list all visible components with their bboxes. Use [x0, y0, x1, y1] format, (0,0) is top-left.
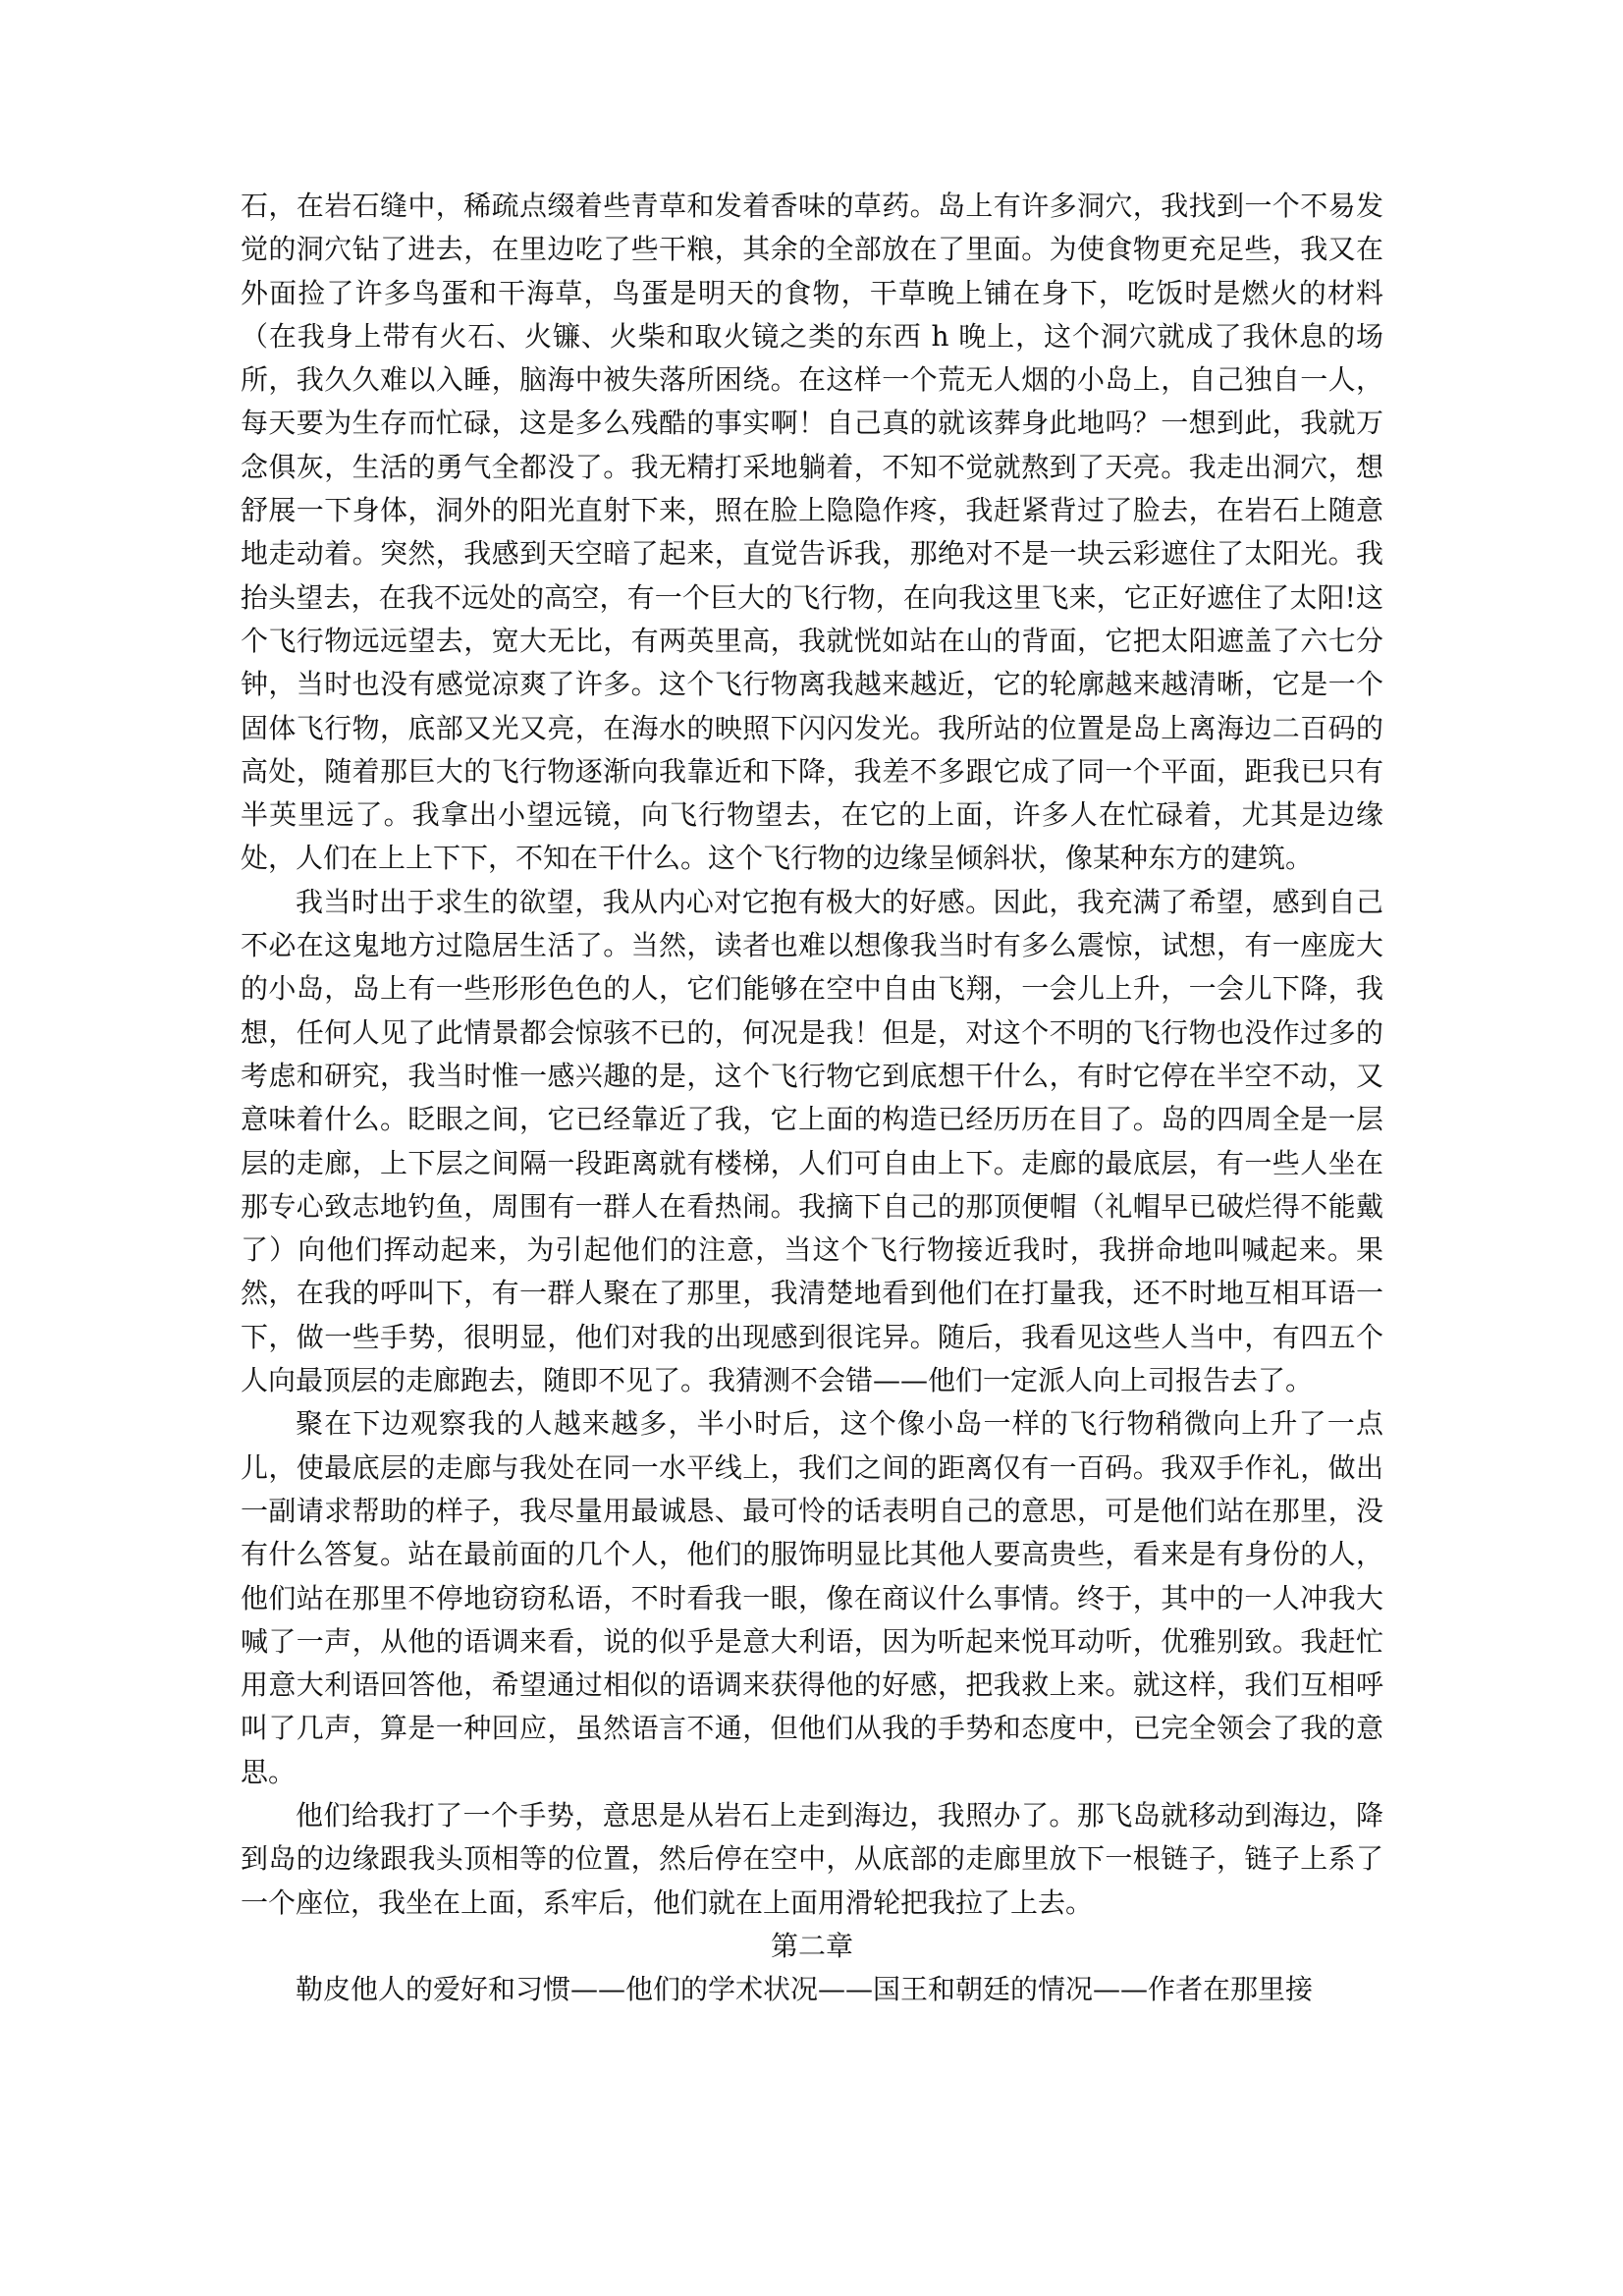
paragraph: 我当时出于求生的欲望，我从内心对它抱有极大的好感。因此，我充满了希望，感到自己不必在这鬼地方过隐居生活了。当然，读者也难以想像我当时有多么震惊，试想，有一座庞大的小岛，岛上有一些形形色色的人，它们能够在空中自由飞翔，一会儿上升，一会儿下降，我想，任何人见了此情景都会惊骇不已的，何况是我！但是，对这个不明的飞行物也没作过多的考虑和研究，我当时惟一感兴趣的是，这个飞行物它到底想干什么，有时它停在半空不动，又意味着什么。眨眼之间，它已经靠近了我，它上面的构造已经历历在目了。岛的四周全是一层层的走廊，上下层之间隔一段距离就有楼梯，人们可自由上下。走廊的最底层，有一些人坐在那专心致志地钓鱼，周围有一群人在看热闹。我摘下自己的那顶便帽（礼帽早已破烂得不能戴了）向他们挥动起来，为引起他们的注意，当这个飞行物接近我时，我拼命地叫喊起来。果然，在我的呼叫下，有一群人聚在了那里，我清楚地看到他们在打量我，还不时地互相耳语一下，做一些手势，很明显，他们对我的出现感到很诧异。随后，我看见这些人当中，有四五个人向最顶层的走廊跑去，随即不见了。我猜测不会错——他们一定派人向上司报告去了。: [241, 885, 1383, 1397]
paragraph: 聚在下边观察我的人越来越多，半小时后，这个像小岛一样的飞行物稍微向上升了一点儿，使最底层的走廊与我处在同一水平线上，我们之间的距离仅有一百码。我双手作礼，做出一副请求帮助的样子，我尽量用最诚恳、最可怜的话表明自己的意思，可是他们站在那里，没有什么答复。站在最前面的几个人，他们的服饰明显比其他人要高贵些，看来是有身份的人，他们站在那里不停地窃窃私语，不时看我一眼，像在商议什么事情。终于，其中的一人冲我大喊了一声，从他的语调来看，说的似乎是意大利语，因为听起来悦耳动听，优雅别致。我赶忙用意大利语回答他，希望通过相似的语调来获得他的好感，把我救上来。就这样，我们互相呼叫了几声，算是一种回应，虽然语言不通，但他们从我的手势和态度中，已完全领会了我的意思。: [241, 1407, 1383, 1788]
chapter-title: 第二章: [770, 1929, 853, 1962]
paragraph: 他们给我打了一个手势，意思是从岩石上走到海边，我照办了。那飞岛就移动到海边，降到岛的边缘跟我头顶相等的位置，然后停在空中，从底部的走廊里放下一根链子，链子上系了一个座位，我坐在上面，系牢后，他们就在上面用滑轮把我拉了上去。: [241, 1798, 1383, 1919]
paragraph: 石，在岩石缝中，稀疏点缀着些青草和发着香味的草药。岛上有许多洞穴，我找到一个不易发觉的洞穴钻了进去，在里边吃了些干粮，其余的全部放在了里面。为使食物更充足些，我又在外面捡了许多鸟蛋和干海草，鸟蛋是明天的食物，干草晚上铺在身下，吃饭时是燃火的材料（在我身上带有火石、火镰、火柴和取火镜之类的东西 h 晚上，这个洞穴就成了我休息的场所，我久久难以入睡，脑海中被失落所困绕。在这样一个荒无人烟的小岛上，自己独自一人，每天要为生存而忙碌，这是多么残酷的事实啊！自己真的就该葬身此地吗？一想到此，我就万念俱灰，生活的勇气全都没了。我无精打采地躺着，不知不觉就熬到了天亮。我走出洞穴，想舒展一下身体，洞外的阳光直射下来，照在脸上隐隐作疼，我赶紧背过了脸去，在岩石上随意地走动着。突然，我感到天空暗了起来，直觉告诉我，那绝对不是一块云彩遮住了太阳光。我抬头望去，在我不远处的高空，有一个巨大的飞行物，在向我这里飞来，它正好遮住了太阳!这个飞行物远远望去，宽大无比，有两英里高，我就恍如站在山的背面，它把太阳遮盖了六七分钟，当时也没有感觉凉爽了许多。这个飞行物离我越来越近，它的轮廓越来越清晰，它是一个固体飞行物，底部又光又亮，在海水的映照下闪闪发光。我所站的位置是岛上离海边二百码的高处，随着那巨大的飞行物逐渐向我靠近和下降，我差不多跟它成了同一个平面，距我已只有半英里远了。我拿出小望远镜，向飞行物望去，在它的上面，许多人在忙碌着，尤其是边缘处，人们在上上下下，不知在干什么。这个飞行物的边缘呈倾斜状，像某种东方的建筑。: [241, 190, 1383, 875]
chapter-summary: 勒皮他人的爱好和习惯——他们的学术状况——国王和朝廷的情况——作者在那里接: [296, 1973, 1314, 2006]
body-text: [241, 185, 1383, 2011]
